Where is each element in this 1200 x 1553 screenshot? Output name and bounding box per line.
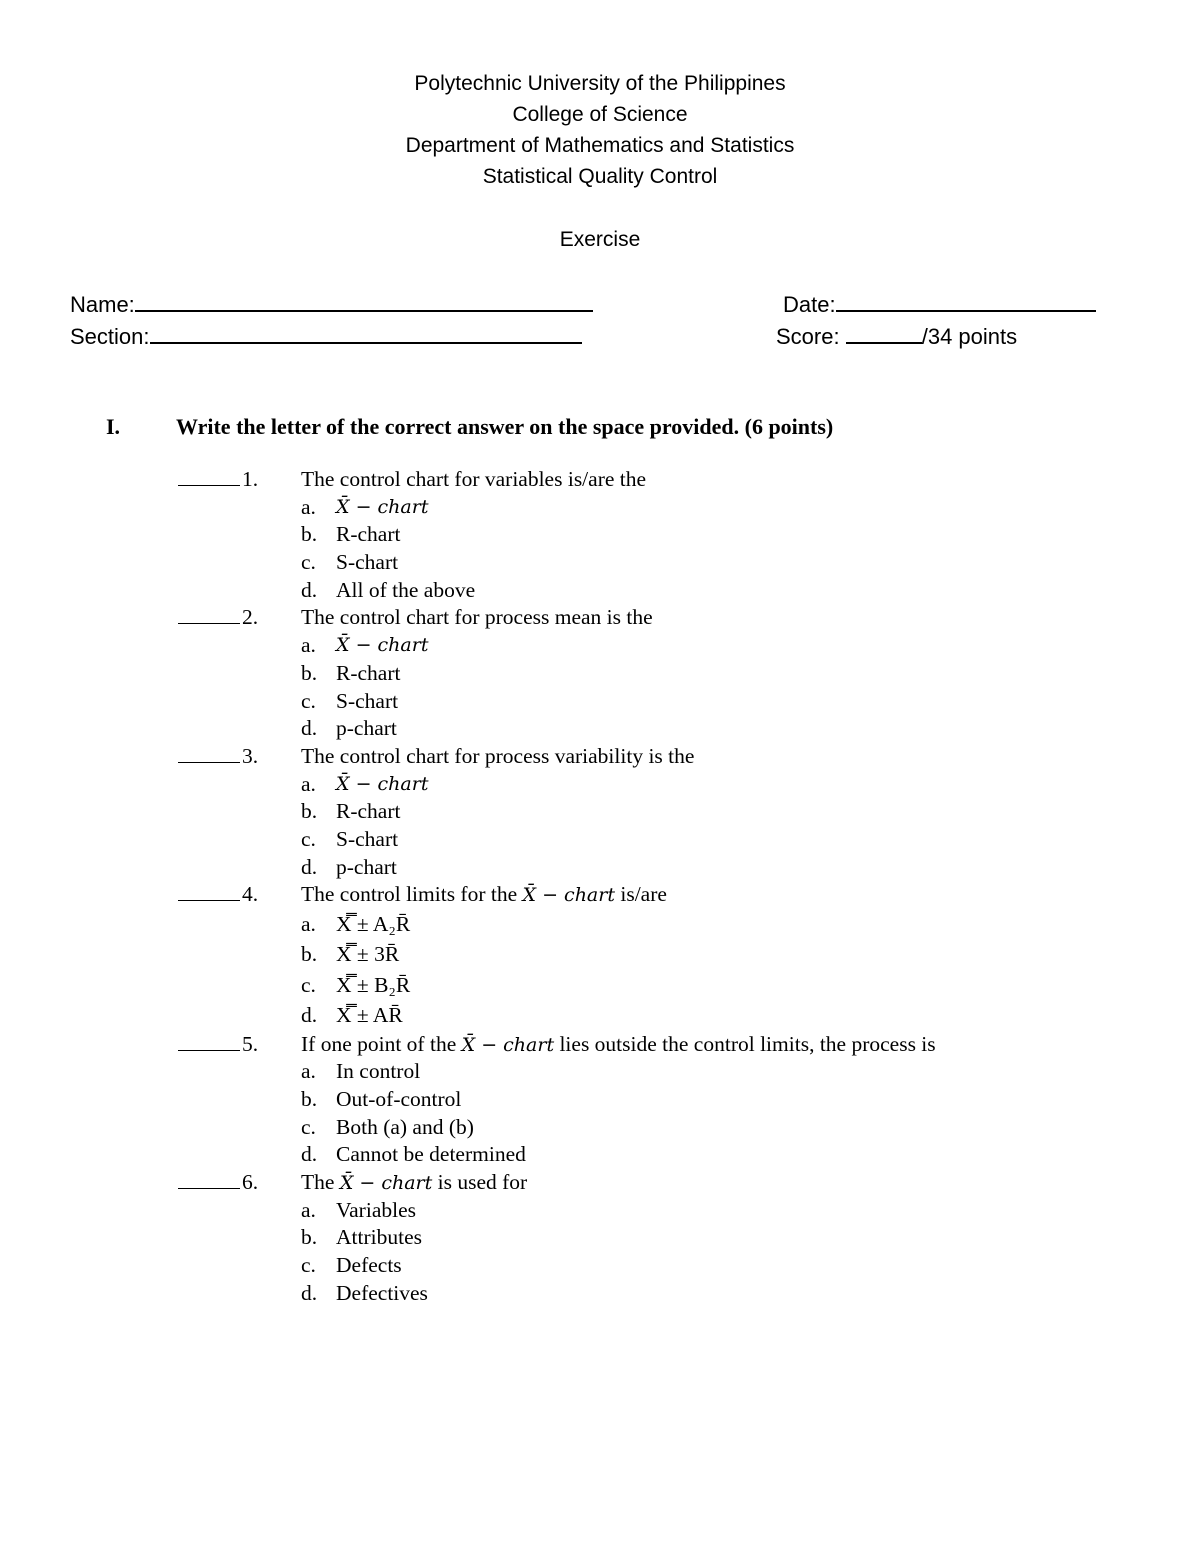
answer-blank-6[interactable]: 6.: [178, 1169, 258, 1197]
document-header: [0, 68, 1200, 255]
option-text: X̄ − chart: [336, 772, 429, 795]
option: [0, 577, 1200, 605]
option: [0, 715, 1200, 743]
score-label: Score:: [776, 324, 840, 349]
option-letter: d.: [301, 1280, 318, 1305]
option-text: Out-of-control: [336, 1086, 462, 1111]
answer-blank-3[interactable]: 3.: [178, 743, 258, 771]
option: [0, 939, 1200, 969]
question-1: [0, 466, 1200, 494]
option-letter: c.: [301, 1253, 316, 1278]
option: [0, 549, 1200, 577]
option: [0, 1000, 1200, 1030]
date-label: Date:: [783, 292, 836, 317]
option: [0, 521, 1200, 549]
question-text: The X̄ − chart is used for: [301, 1170, 528, 1194]
option-letter: b.: [301, 522, 318, 547]
option: [0, 1224, 1200, 1252]
option-text: Attributes: [336, 1225, 422, 1250]
option-letter: b.: [301, 1225, 318, 1250]
option-text: All of the above: [336, 577, 476, 602]
option-letter: c.: [301, 972, 316, 997]
option-text: S-chart: [336, 688, 399, 713]
option-letter: c.: [301, 550, 316, 575]
option-letter: c.: [301, 688, 316, 713]
option-text: X̄ − chart: [336, 495, 429, 518]
option-text: In control: [336, 1059, 421, 1084]
part-numeral: I.: [106, 414, 121, 439]
question-3: [0, 743, 1200, 771]
option: [0, 798, 1200, 826]
option: [0, 1058, 1200, 1086]
option: [0, 970, 1200, 1000]
option: [0, 771, 1200, 799]
option-text: S-chart: [336, 550, 399, 575]
question-text: The control chart for variables is/are the: [301, 467, 647, 491]
date-blank[interactable]: [836, 288, 1096, 312]
option-text: Cannot be determined: [336, 1142, 526, 1167]
option-letter: a.: [301, 912, 316, 936]
option-text: X̿ ± 3R̄: [336, 942, 400, 967]
option-text: R-chart: [336, 522, 401, 547]
option-letter: d.: [301, 577, 318, 602]
option-letter: b.: [301, 942, 318, 967]
option-text: R-chart: [336, 799, 401, 824]
option: [0, 688, 1200, 716]
option-text: X̿ ± B₂R̄: [336, 972, 411, 997]
university-name: Polytechnic University of the Philippines: [414, 72, 786, 95]
question-list: [0, 466, 1200, 1307]
option-letter: a.: [301, 494, 316, 519]
option-text: Variables: [336, 1197, 416, 1222]
college-name: College of Science: [512, 103, 688, 126]
option: [0, 494, 1200, 522]
option-text: p-chart: [336, 716, 397, 741]
name-field[interactable]: [70, 288, 593, 321]
answer-blank-5[interactable]: 5.: [178, 1031, 258, 1059]
option: [0, 1114, 1200, 1142]
answer-blank-2[interactable]: 2.: [178, 604, 258, 632]
question-2: [0, 604, 1200, 632]
answer-blank-1[interactable]: 1.: [178, 466, 258, 494]
option: [0, 1141, 1200, 1169]
option-letter: d.: [301, 1003, 318, 1028]
option-text: X̿ ± A₂R̄: [336, 912, 411, 936]
option: [0, 632, 1200, 660]
option-text: p-chart: [336, 854, 397, 879]
option-letter: a.: [301, 1059, 316, 1084]
score-field[interactable]: [776, 320, 1017, 353]
option: [0, 1197, 1200, 1225]
option-letter: d.: [301, 716, 318, 741]
option-letter: b.: [301, 799, 318, 824]
part-instruction: Write the letter of the correct answer on the space provided. (6 points): [176, 414, 834, 439]
section-label: Section:: [70, 324, 150, 349]
option: [0, 1280, 1200, 1308]
option-letter: d.: [301, 854, 318, 879]
option-text: X̄ − chart: [336, 634, 429, 657]
question-6: [0, 1169, 1200, 1197]
option: [0, 1086, 1200, 1114]
course-title: Statistical Quality Control: [482, 165, 718, 188]
department-name: Department of Mathematics and Statistics: [405, 134, 795, 157]
option-text: S-chart: [336, 826, 399, 851]
name-blank[interactable]: [135, 288, 593, 312]
section-field[interactable]: [70, 320, 582, 353]
answer-blank-4[interactable]: 4.: [178, 881, 258, 909]
name-label: Name:: [70, 292, 135, 317]
option-text: Defectives: [336, 1280, 428, 1305]
option: [0, 909, 1200, 939]
option: [0, 660, 1200, 688]
section-blank[interactable]: [150, 320, 582, 344]
option-letter: b.: [301, 1086, 318, 1111]
score-blank[interactable]: [846, 320, 922, 344]
question-text: The control chart for process variability is the: [301, 743, 695, 768]
question-text: The control limits for the X̄ − chart is/are: [301, 882, 667, 907]
option-text: X̿ ± AR̄: [336, 1003, 403, 1028]
option-letter: c.: [301, 826, 316, 851]
option-letter: b.: [301, 660, 318, 685]
option-text: R-chart: [336, 660, 401, 685]
question-5: [0, 1031, 1200, 1059]
option-text: Defects: [336, 1253, 402, 1278]
option: [0, 1252, 1200, 1280]
option-letter: c.: [301, 1114, 316, 1139]
question-4: [0, 881, 1200, 909]
date-field[interactable]: [783, 288, 1096, 321]
question-text: If one point of the X̄ − chart lies outside the control limits, the process is: [301, 1031, 936, 1056]
option-letter: d.: [301, 1142, 318, 1167]
exercise-title: Exercise: [559, 228, 641, 251]
option-letter: a.: [301, 771, 316, 796]
question-text: The control chart for process mean is the: [301, 605, 653, 630]
option-text: Both (a) and (b): [336, 1114, 474, 1139]
option: [0, 854, 1200, 882]
score-total: /34 points: [921, 324, 1018, 349]
option: [0, 826, 1200, 854]
option-letter: a.: [301, 1197, 316, 1222]
option-letter: a.: [301, 633, 316, 658]
